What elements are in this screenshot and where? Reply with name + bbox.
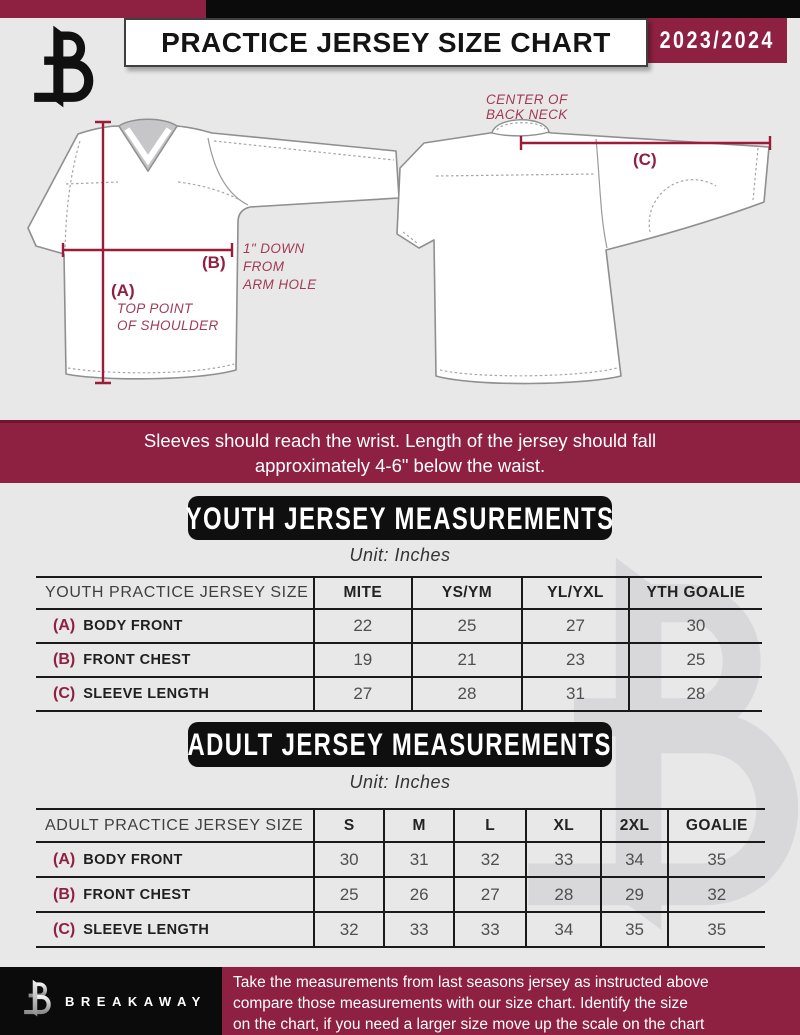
back-measure-c-label: (C) xyxy=(633,150,657,169)
table-cell: 34 xyxy=(527,913,602,948)
column-header: M xyxy=(385,808,455,843)
row-key: (A) xyxy=(53,617,76,634)
row-name: FRONT CHEST xyxy=(83,652,191,668)
back-jersey-drawing xyxy=(397,120,769,384)
table-cell: 25 xyxy=(413,610,523,644)
row-name: BODY FRONT xyxy=(83,618,183,634)
column-header: 2XL xyxy=(602,808,668,843)
row-name: BODY FRONT xyxy=(83,851,183,868)
column-header: XL xyxy=(527,808,602,843)
table-cell: 35 xyxy=(602,913,668,948)
table-cell: 33 xyxy=(385,913,455,948)
adult-unit-label: Unit: Inches xyxy=(349,772,451,792)
footer-note-line1: Take the measurements from last seasons jersey as instructed above xyxy=(233,974,709,991)
fit-note-line1: Sleeves should reach the wrist. Length of the jersey should fall xyxy=(143,429,657,451)
row-key: (C) xyxy=(53,920,76,938)
row-key: (B) xyxy=(53,651,76,668)
table-cell: 32 xyxy=(455,843,527,878)
table-cell: 31 xyxy=(385,843,455,878)
column-header: YS/YM xyxy=(413,576,523,610)
adult-heading-label: ADULT JERSEY MEASUREMENTS xyxy=(187,725,613,763)
footer-brand-block xyxy=(0,967,222,1035)
column-header: S xyxy=(315,808,385,843)
row-key: (B) xyxy=(53,885,76,903)
front-measure-b-label: (B) xyxy=(202,253,226,272)
top-black-strip xyxy=(206,0,800,18)
table-cell: 22 xyxy=(315,610,413,644)
row-name: SLEEVE LENGTH xyxy=(83,686,210,702)
row-name: FRONT CHEST xyxy=(83,886,191,903)
column-header: YOUTH PRACTICE JERSEY SIZE xyxy=(36,576,315,610)
page-title: PRACTICE JERSEY SIZE CHART xyxy=(161,26,611,58)
footer-note-line3: on the chart, if you need a larger size move up the scale on the chart xyxy=(233,1016,705,1033)
table-cell: 28 xyxy=(527,878,602,913)
back-c-note-line1: CENTER OF xyxy=(486,92,568,107)
table-cell: 25 xyxy=(315,878,385,913)
table-cell: 29 xyxy=(602,878,668,913)
jersey-diagram xyxy=(0,88,800,400)
footer-breakaway-logo-icon xyxy=(21,979,55,1024)
table-cell: 35 xyxy=(669,843,765,878)
table-cell: 27 xyxy=(315,678,413,712)
front-b-note-line1: 1" DOWN xyxy=(243,241,305,256)
table-cell: 30 xyxy=(630,610,762,644)
table-cell: 26 xyxy=(385,878,455,913)
table-cell: 27 xyxy=(523,610,630,644)
column-header: L xyxy=(455,808,527,843)
table-cell: 28 xyxy=(630,678,762,712)
row-label xyxy=(36,644,315,678)
page-title-box xyxy=(124,18,648,67)
table-cell: 33 xyxy=(455,913,527,948)
table-cell: 23 xyxy=(523,644,630,678)
row-key: (A) xyxy=(53,850,76,868)
back-c-note-line2: BACK NECK xyxy=(486,107,568,122)
table-cell: 32 xyxy=(315,913,385,948)
column-header: YTH GOALIE xyxy=(630,576,762,610)
footer-brand-name: BREAKAWAY xyxy=(65,993,207,1009)
youth-heading-label: YOUTH JERSEY MEASUREMENTS xyxy=(185,499,615,536)
table-cell: 21 xyxy=(413,644,523,678)
table-cell: 31 xyxy=(523,678,630,712)
table-cell: 27 xyxy=(455,878,527,913)
youth-unit-label: Unit: Inches xyxy=(349,545,451,565)
front-b-note-line3: ARM HOLE xyxy=(243,277,317,292)
season-label: 2023/2024 xyxy=(659,26,776,54)
footer-instructions xyxy=(222,967,800,1035)
fit-note-line2: approximately 4-6" below the waist. xyxy=(254,454,546,476)
row-label xyxy=(36,843,315,878)
front-b-note-line2: FROM xyxy=(243,259,285,274)
table-cell: 25 xyxy=(630,644,762,678)
adult-section-heading xyxy=(188,722,612,767)
table-cell: 30 xyxy=(315,843,385,878)
row-label xyxy=(36,678,315,712)
row-key: (C) xyxy=(53,685,76,702)
table-cell: 33 xyxy=(527,843,602,878)
breakaway-logo-icon xyxy=(24,24,106,124)
table-cell: 34 xyxy=(602,843,668,878)
table-cell: 28 xyxy=(413,678,523,712)
row-label xyxy=(36,913,315,948)
column-header: ADULT PRACTICE JERSEY SIZE xyxy=(36,808,315,843)
column-header: GOALIE xyxy=(669,808,765,843)
adult-measurements-table xyxy=(36,808,765,948)
youth-section-heading xyxy=(185,496,615,540)
table-cell: 19 xyxy=(315,644,413,678)
row-name: SLEEVE LENGTH xyxy=(83,921,210,938)
footer-note-line2: compare those measurements with our size chart. Identify the size xyxy=(233,995,688,1012)
front-a-note-line2: OF SHOULDER xyxy=(117,318,219,333)
column-header: MITE xyxy=(315,576,413,610)
row-label xyxy=(36,610,315,644)
front-measure-a-label: (A) xyxy=(111,281,135,300)
table-cell: 32 xyxy=(669,878,765,913)
season-badge xyxy=(648,18,787,63)
youth-measurements-table xyxy=(36,576,762,712)
column-header: YL/YXL xyxy=(523,576,630,610)
fit-note-banner xyxy=(0,420,800,483)
table-cell: 35 xyxy=(669,913,765,948)
front-a-note-line1: TOP POINT xyxy=(117,301,193,316)
row-label xyxy=(36,878,315,913)
top-maroon-strip xyxy=(0,0,206,18)
